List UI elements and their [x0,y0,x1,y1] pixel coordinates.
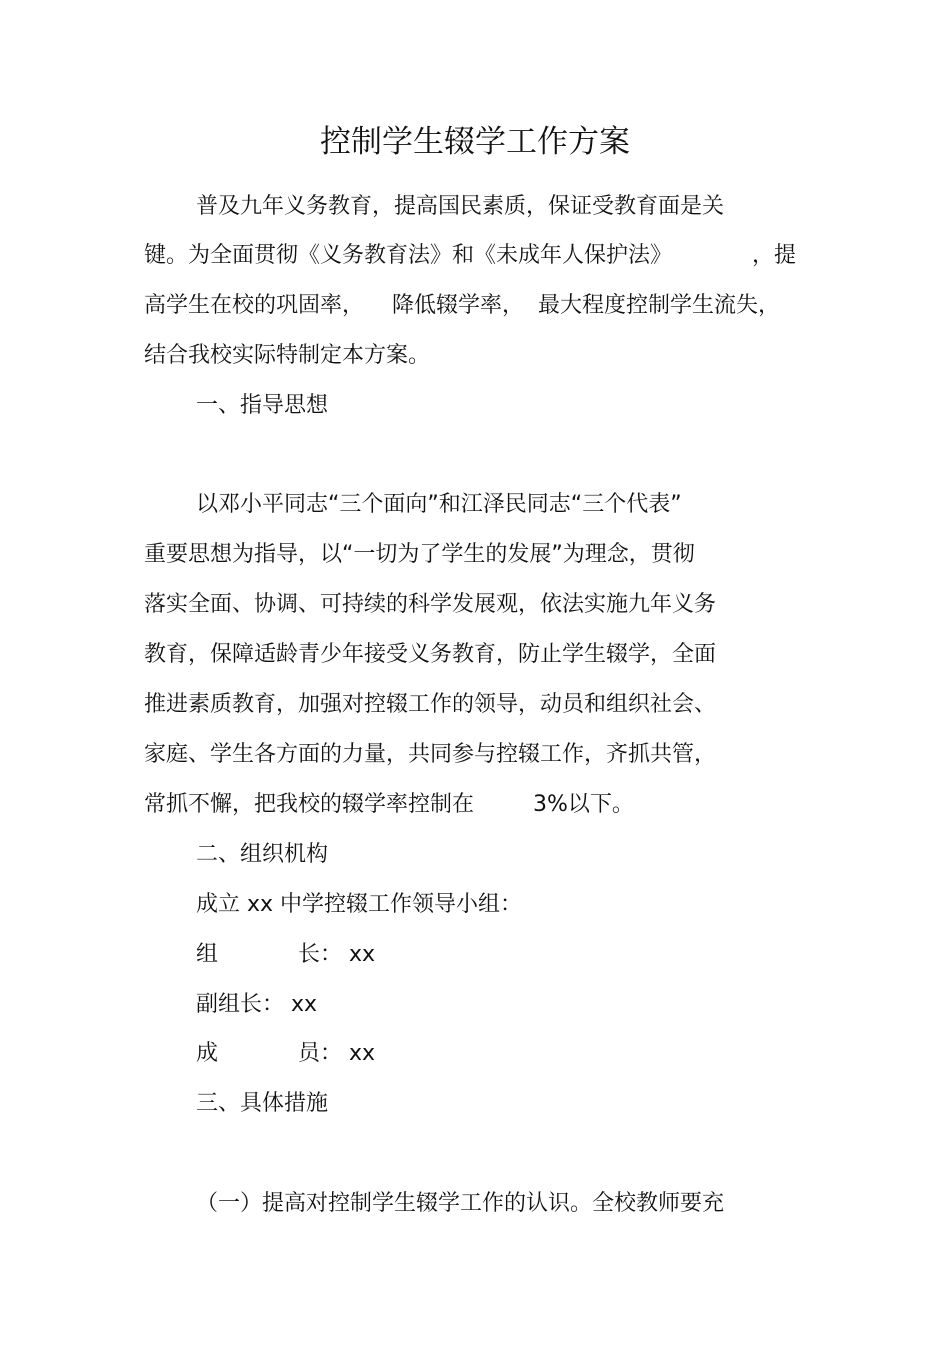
section1-last-line-a: 常抓不懈，把我校的辍学率控制在 [144,792,475,817]
section1-heading: 一、指导思想 [196,393,329,418]
section2-heading: 二、组织机构 [196,842,329,867]
section1-line: 教育，保障适龄青少年接受义务教育，防止学生辍学，全面 [144,642,717,667]
section3-item-1: （一）提高对控制学生辍学工作的认识。全校教师要充 [196,1191,725,1216]
intro-line-2a: 键。为全面贯彻《义务教育法》和《未成年人保护法》 [144,243,673,268]
section1-line: 落实全面、协调、可持续的科学发展观，依法实施九年义务 [144,592,717,617]
member-label-b: 员： xx [298,1041,376,1066]
section1-line: 以邓小平同志“三个面向”和江泽民同志“三个代表” [196,492,682,517]
section1-line: 重要思想为指导，以“一切为了学生的发展”为理念，贯彻 [144,542,695,567]
section3-heading: 三、具体措施 [196,1091,329,1116]
intro-line-3c: 最大程度控制学生流失， [538,293,781,318]
document-title: 控制学生辍学工作方案 [320,124,630,160]
intro-line-1: 普及九年义务教育，提高国民素质，保证受教育面是关 [196,194,725,219]
section1-line: 推进素质教育，加强对控辍工作的领导，动员和组织社会、 [144,692,717,717]
section1-last-line-b: 3%以下。 [533,792,634,817]
intro-line-3a: 高学生在校的巩固率， [144,293,365,318]
leader-label-a: 组 [196,942,219,967]
intro-line-4: 结合我校实际特制定本方案。 [144,343,431,368]
deputy-line: 副组长： xx [196,992,318,1017]
leader-label-b: 长： xx [298,942,376,967]
intro-line-3b: 降低辍学率， [392,293,525,318]
section2-setup: 成立 xx 中学控辍工作领导小组： [196,892,523,917]
member-label-a: 成 [196,1041,219,1066]
section1-line: 家庭、学生各方面的力量，共同参与控辍工作，齐抓共管， [144,742,717,767]
intro-line-2b: ，提 [752,243,797,268]
